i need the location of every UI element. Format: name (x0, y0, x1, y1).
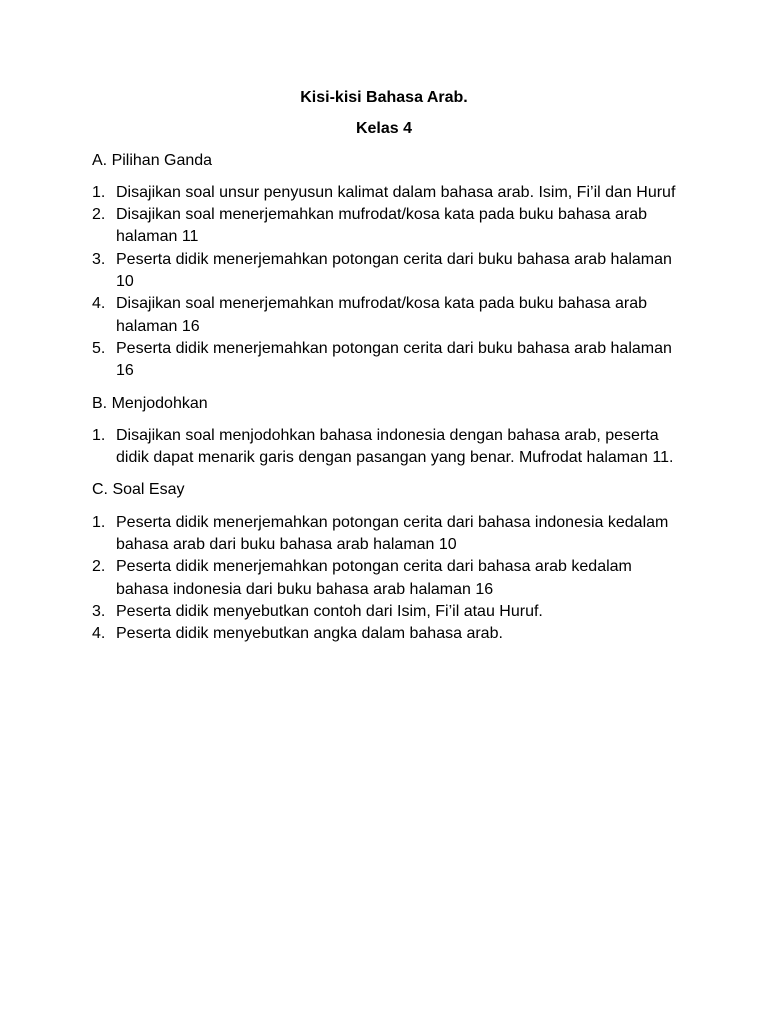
list-item-number: 4. (92, 295, 106, 313)
document-body (92, 87, 676, 656)
list-item (92, 623, 676, 645)
list-item-number: 2. (92, 558, 106, 576)
list-item-text: Peserta didik menyebutkan angka dalam bahasa arab. (116, 625, 503, 643)
list-item-text: Disajikan soal menerjemahkan mufrodat/kosa kata pada buku bahasa arab halaman 11 (116, 206, 647, 246)
list-item-number: 2. (92, 206, 106, 224)
list-item-text: Peserta didik menerjemahkan potongan cerita dari bahasa indonesia kedalam bahasa arab dari buku bahasa arab halaman 10 (116, 513, 669, 554)
list-item-text: Disajikan soal unsur penyusun kalimat dalam bahasa arab. Isim, Fi’il dan Huruf (116, 183, 676, 201)
list-item-number: 5. (92, 339, 106, 357)
list-item (92, 556, 676, 601)
list-item-number: 1. (92, 513, 106, 531)
list-item-text: Peserta didik menerjemahkan potongan cerita dari buku bahasa arab halaman 10 (116, 250, 672, 291)
list-soal-esay (92, 512, 676, 646)
list-item-number: 1. (92, 426, 106, 444)
document-subtitle: Kelas 4 (355, 120, 413, 138)
list-item-number: 3. (92, 250, 106, 268)
section-heading-soal-esay: C. Soal Esay (92, 481, 185, 499)
list-item-number: 1. (92, 183, 106, 201)
list-item (92, 249, 676, 294)
list-item-text: Disajikan soal menerjemahkan mufrodat/kosa kata pada buku bahasa arab halaman 16 (116, 295, 647, 335)
document-title: Kisi-kisi Bahasa Arab. (300, 89, 468, 106)
section-heading-menjodohkan: B. Menjodohkan (92, 394, 208, 412)
list-item-text: Peserta didik menerjemahkan potongan cerita dari bahasa arab kedalam bahasa indonesia dari buku bahasa arab halaman 16 (116, 558, 632, 598)
list-item (92, 512, 676, 557)
list-item (92, 204, 676, 249)
list-item-text: Disajikan soal menjodohkan bahasa indonesia dengan bahasa arab, peserta didik dapat menarik garis dengan pasangan yang benar. Mufrodat halaman 11. (116, 426, 674, 467)
list-item (92, 601, 676, 623)
list-item-text: Peserta didik menyebutkan contoh dari Isim, Fi’il atau Huruf. (116, 602, 543, 620)
section-heading-pilihan-ganda: A. Pilihan Ganda (92, 151, 213, 169)
list-item-number: 4. (92, 625, 106, 643)
list-item (92, 293, 676, 338)
list-item-text: Peserta didik menerjemahkan potongan cerita dari buku bahasa arab halaman 16 (116, 339, 672, 380)
list-item (92, 338, 676, 383)
list-item (92, 182, 676, 204)
list-pilihan-ganda (92, 182, 676, 383)
list-item-number: 3. (92, 602, 106, 620)
list-menjodohkan (92, 425, 676, 470)
list-item (92, 425, 676, 470)
